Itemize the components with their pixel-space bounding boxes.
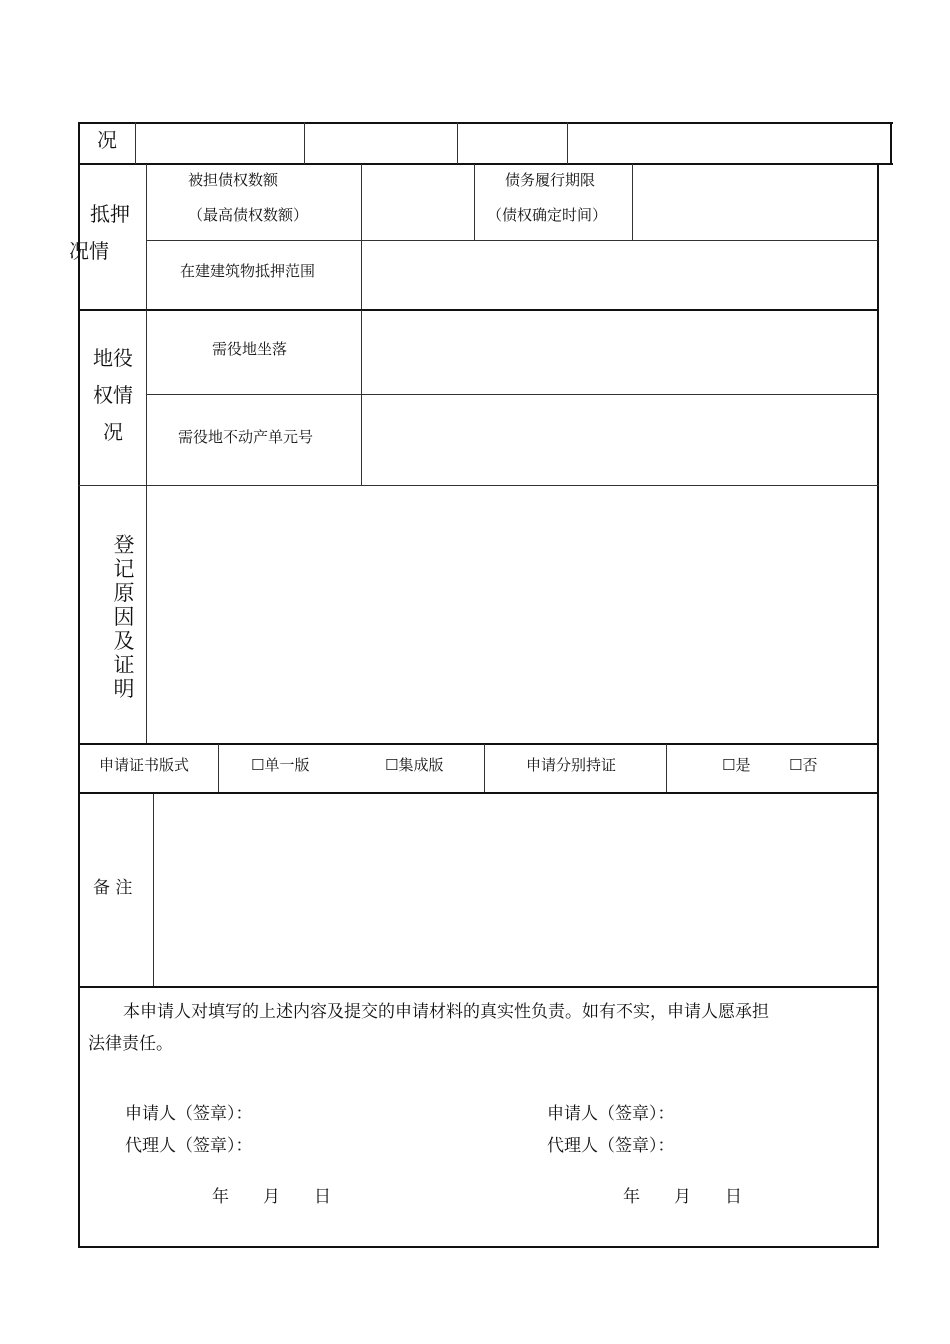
border-top-row-bottom — [78, 163, 893, 165]
divider — [567, 122, 568, 164]
right-applicant-signature[interactable]: 申请人（签章）： — [547, 1104, 675, 1124]
separate-certificate-label: 申请分别持证 — [526, 756, 617, 774]
secured-amount-field[interactable] — [363, 166, 473, 239]
divider — [146, 310, 147, 486]
easement-title: 地役权情况 — [93, 346, 133, 444]
easement-unit-label: 需役地不动产单元号 — [178, 428, 314, 446]
divider — [146, 486, 147, 744]
debt-term-sublabel: （债权确定时间） — [487, 206, 608, 224]
debt-term-label: 债务履行期限 — [505, 171, 596, 189]
divider — [632, 164, 633, 241]
yes-checkbox[interactable]: ☐是 — [722, 756, 751, 774]
section-divider — [78, 743, 879, 745]
section-divider — [78, 309, 879, 311]
divider — [153, 794, 154, 987]
left-applicant-signature[interactable]: 申请人（签章）： — [125, 1104, 253, 1124]
divider — [146, 240, 878, 241]
secured-amount-sublabel: （最高债权数额） — [188, 206, 309, 224]
divider — [146, 394, 878, 395]
right-date[interactable]: 年 月 日 — [623, 1187, 742, 1207]
left-date[interactable]: 年 月 日 — [212, 1187, 331, 1207]
border-left-main — [78, 163, 80, 1248]
collective-version-checkbox[interactable]: ☐集成版 — [385, 756, 444, 774]
divider — [304, 122, 305, 164]
divider — [666, 744, 667, 793]
border-right-top — [890, 122, 892, 165]
debt-term-field[interactable] — [634, 166, 876, 239]
divider — [484, 744, 485, 793]
registration-reason-field[interactable] — [148, 488, 876, 742]
divider — [361, 164, 362, 310]
mortgage-title: 抵押 — [90, 202, 130, 226]
mortgage-title-2: 况情 — [69, 239, 109, 263]
remarks-field[interactable] — [155, 796, 876, 985]
easement-location-label: 需役地坐落 — [212, 340, 288, 358]
divider — [361, 310, 362, 486]
secured-amount-label: 被担债权数额 — [188, 171, 279, 189]
border-left-top — [78, 122, 80, 165]
border-bottom — [78, 1246, 879, 1248]
easement-unit-field[interactable] — [363, 396, 876, 484]
left-agent-signature[interactable]: 代理人（签章）： — [125, 1136, 253, 1156]
divider — [135, 122, 136, 164]
no-checkbox[interactable]: ☐否 — [789, 756, 818, 774]
border-top-row-top — [78, 122, 893, 124]
registration-reason-title: 登记原因及证明 — [113, 533, 135, 701]
divider — [457, 122, 458, 164]
declaration-text-line1: 本申请人对填写的上述内容及提交的申请材料的真实性负责。如有不实，申请人愿承担 — [123, 1002, 769, 1022]
divider — [146, 164, 147, 310]
certificate-format-label: 申请证书版式 — [99, 756, 190, 774]
remarks-title: 备 注 — [93, 878, 133, 898]
building-scope-label: 在建建筑物抵押范围 — [180, 262, 316, 280]
section-divider — [78, 485, 879, 486]
divider — [474, 164, 475, 241]
border-right-main — [877, 163, 879, 1248]
declaration-text-line2: 法律责任。 — [88, 1034, 173, 1054]
easement-location-field[interactable] — [363, 312, 876, 393]
building-scope-field[interactable] — [363, 242, 876, 308]
single-version-checkbox[interactable]: ☐单一版 — [251, 756, 310, 774]
section-divider — [78, 792, 879, 794]
divider — [218, 744, 219, 793]
top-row-label: 况 — [97, 128, 117, 152]
section-divider — [78, 986, 879, 988]
right-agent-signature[interactable]: 代理人（签章）： — [547, 1136, 675, 1156]
